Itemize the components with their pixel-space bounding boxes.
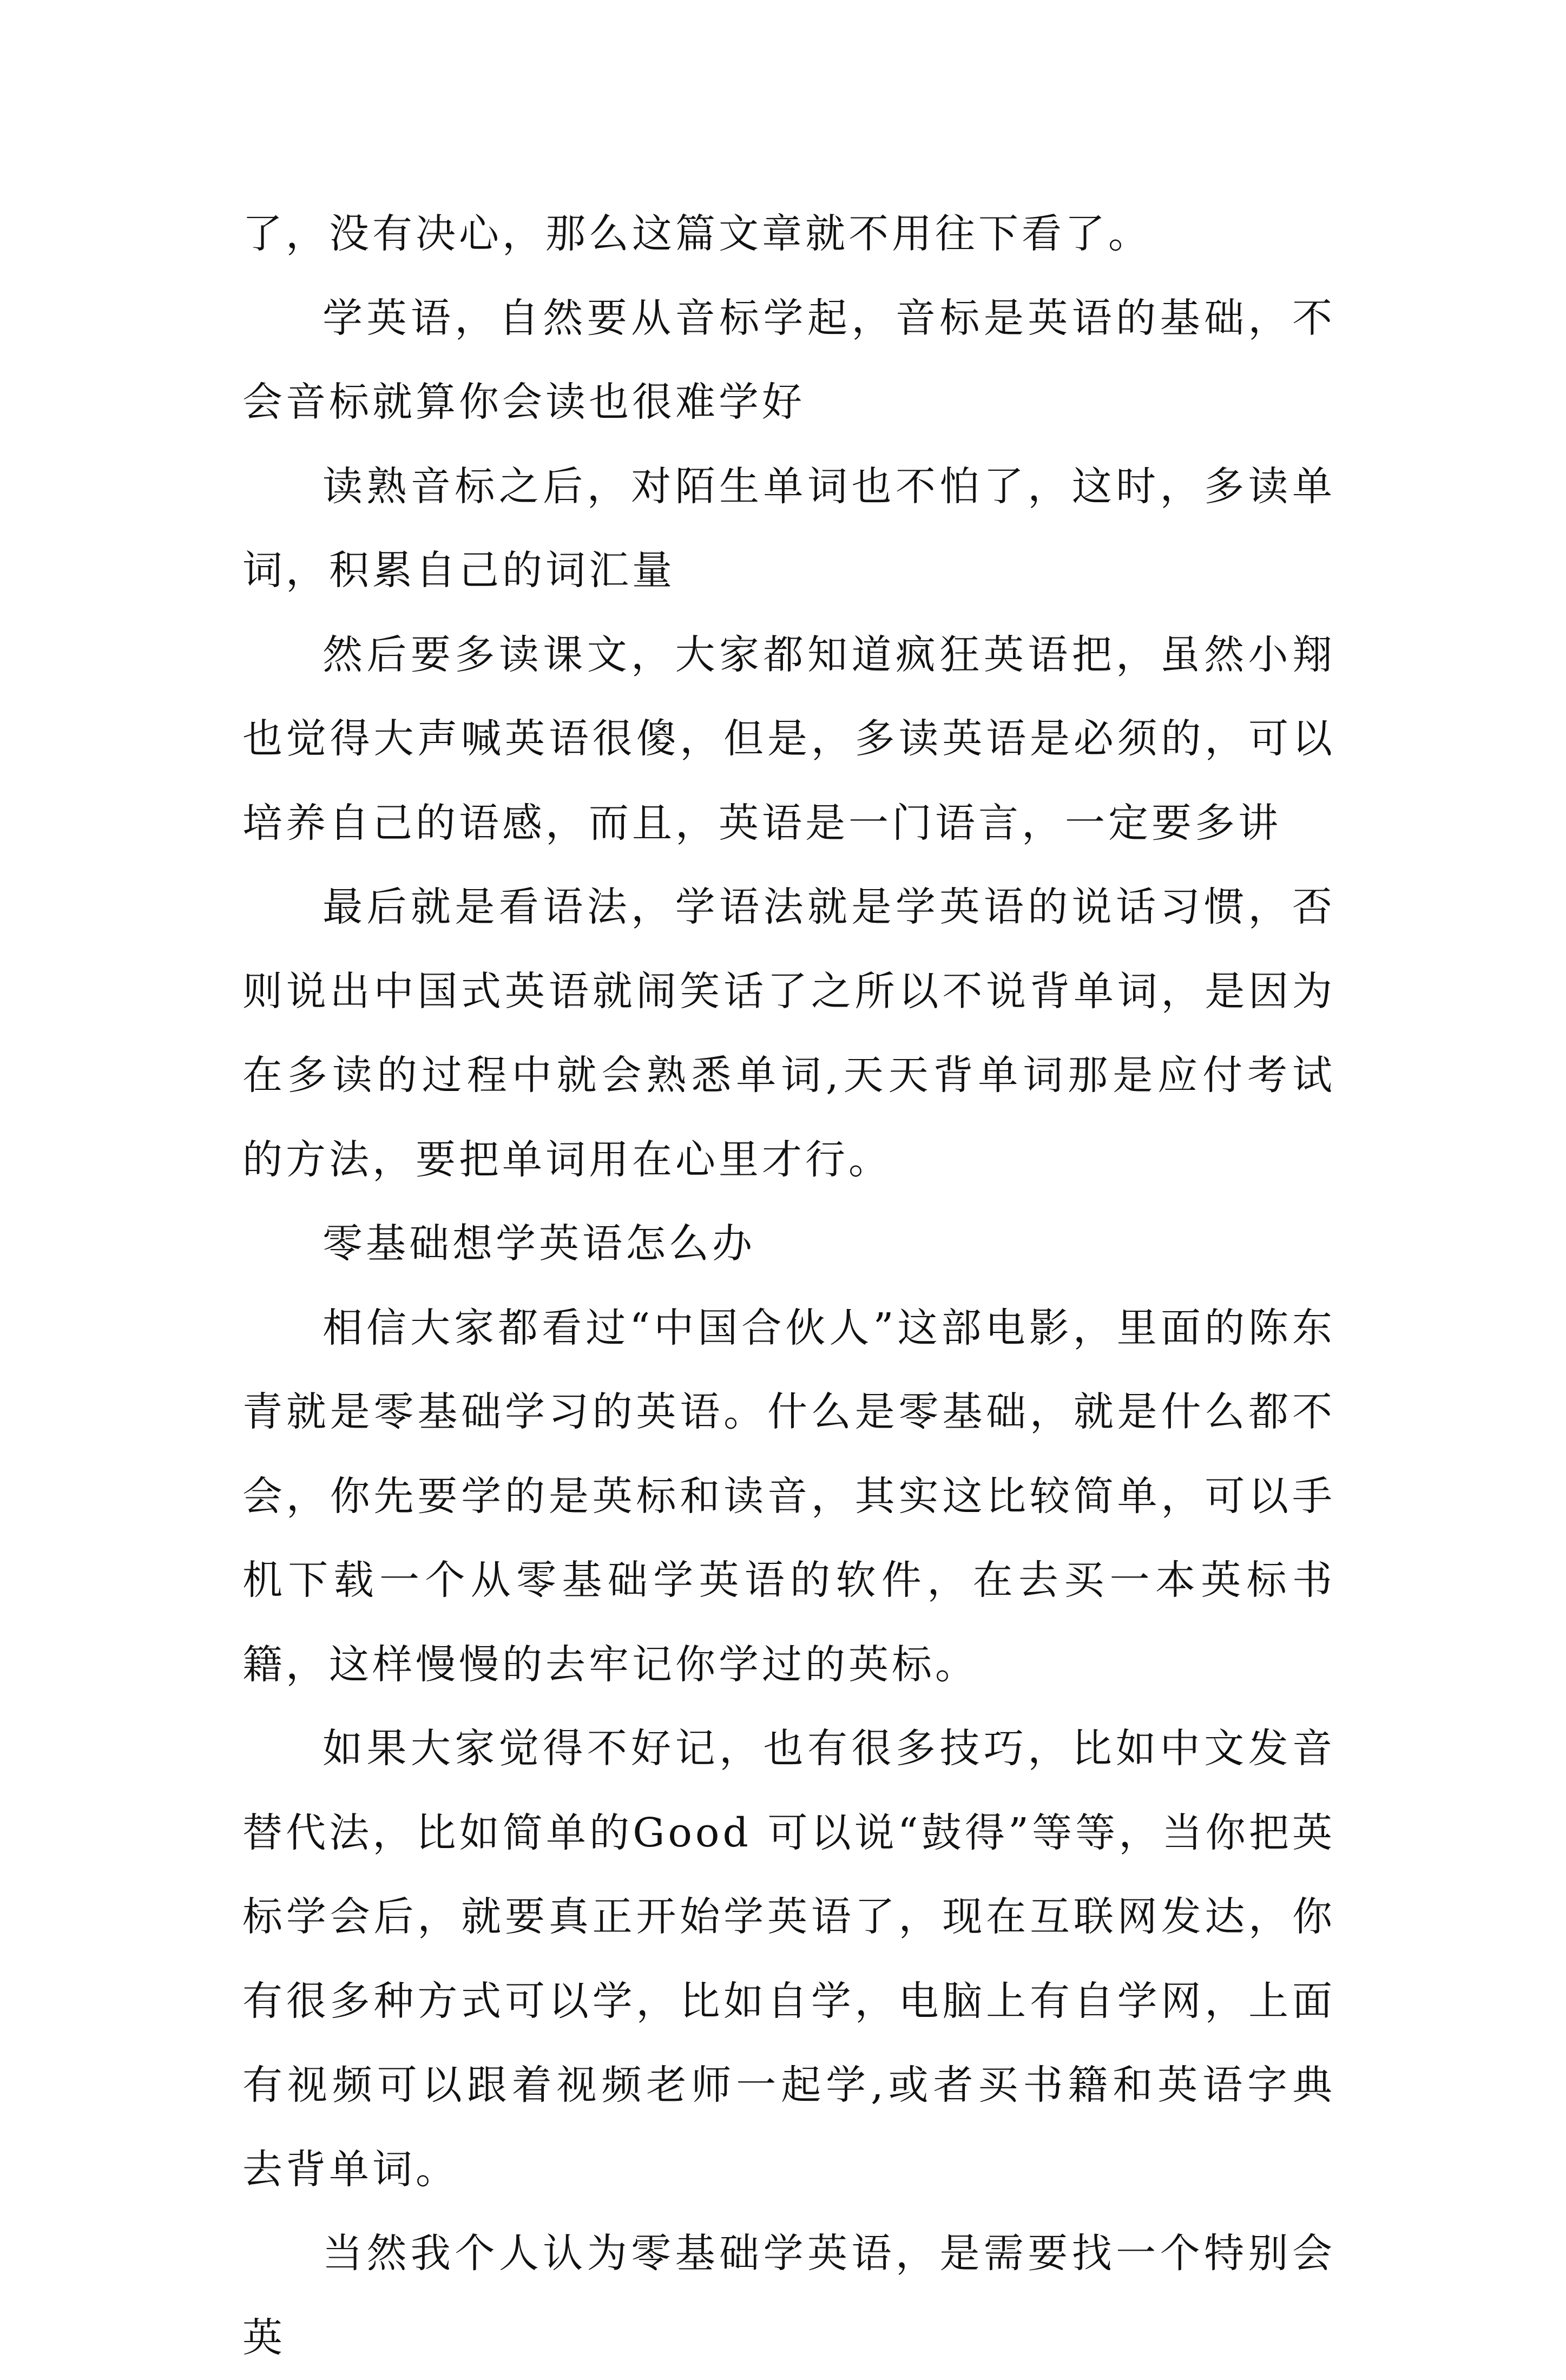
paragraph-4: 然后要多读课文，大家都知道疯狂英语把，虽然小翔也觉得大声喊英语很傻，但是，多读英语是必须的，可以培养自己的语感，而且，英语是一门语言，一定要多讲 [242, 631, 1335, 846]
paragraph-8: 如果大家觉得不好记，也有很多技巧，比如中文发音替代法，比如简单的Good 可以说“鼓得”等等，当你把英标学会后，就要真正开始学英语了，现在互联网发达，你有很多种方式可以学，比如自学，电脑上有自学网，上面有视频可以跟着视频老师一起学,或者买书籍和英语字典去背单词。 [242, 1725, 1335, 2193]
paragraph-7: 相信大家都看过“中国合伙人”这部电影，里面的陈东青就是零基础学习的英语。什么是零基础，就是什么都不会，你先要学的是英标和读音，其实这比较简单，可以手机下载一个从零基础学英语的软件，在去买一本英标书籍，这样慢慢的去牢记你学过的英标。 [242, 1304, 1335, 1688]
section-heading: 零基础想学英语怎么办 [323, 1220, 755, 1267]
paragraph-3: 读熟音标之后，对陌生单词也不怕了，这时，多读单词，积累自己的词汇量 [242, 463, 1335, 594]
paragraph-5: 最后就是看语法，学语法就是学英语的说话习惯，否则说出中国式英语就闹笑话了之所以不说背单词，是因为在多读的过程中就会熟悉单词,天天背单词那是应付考试的方法，要把单词用在心里才行。 [242, 884, 1335, 1183]
paragraph-1: 了，没有决心，那么这篇文章就不用往下看了。 [242, 211, 1152, 257]
paragraph-9: 当然我个人认为零基础学英语，是需要找一个特别会英 [242, 2230, 1335, 2361]
document-body [242, 192, 1335, 2380]
paragraph-2: 学英语，自然要从音标学起，音标是英语的基础，不会音标就算你会读也很难学好 [242, 294, 1335, 425]
